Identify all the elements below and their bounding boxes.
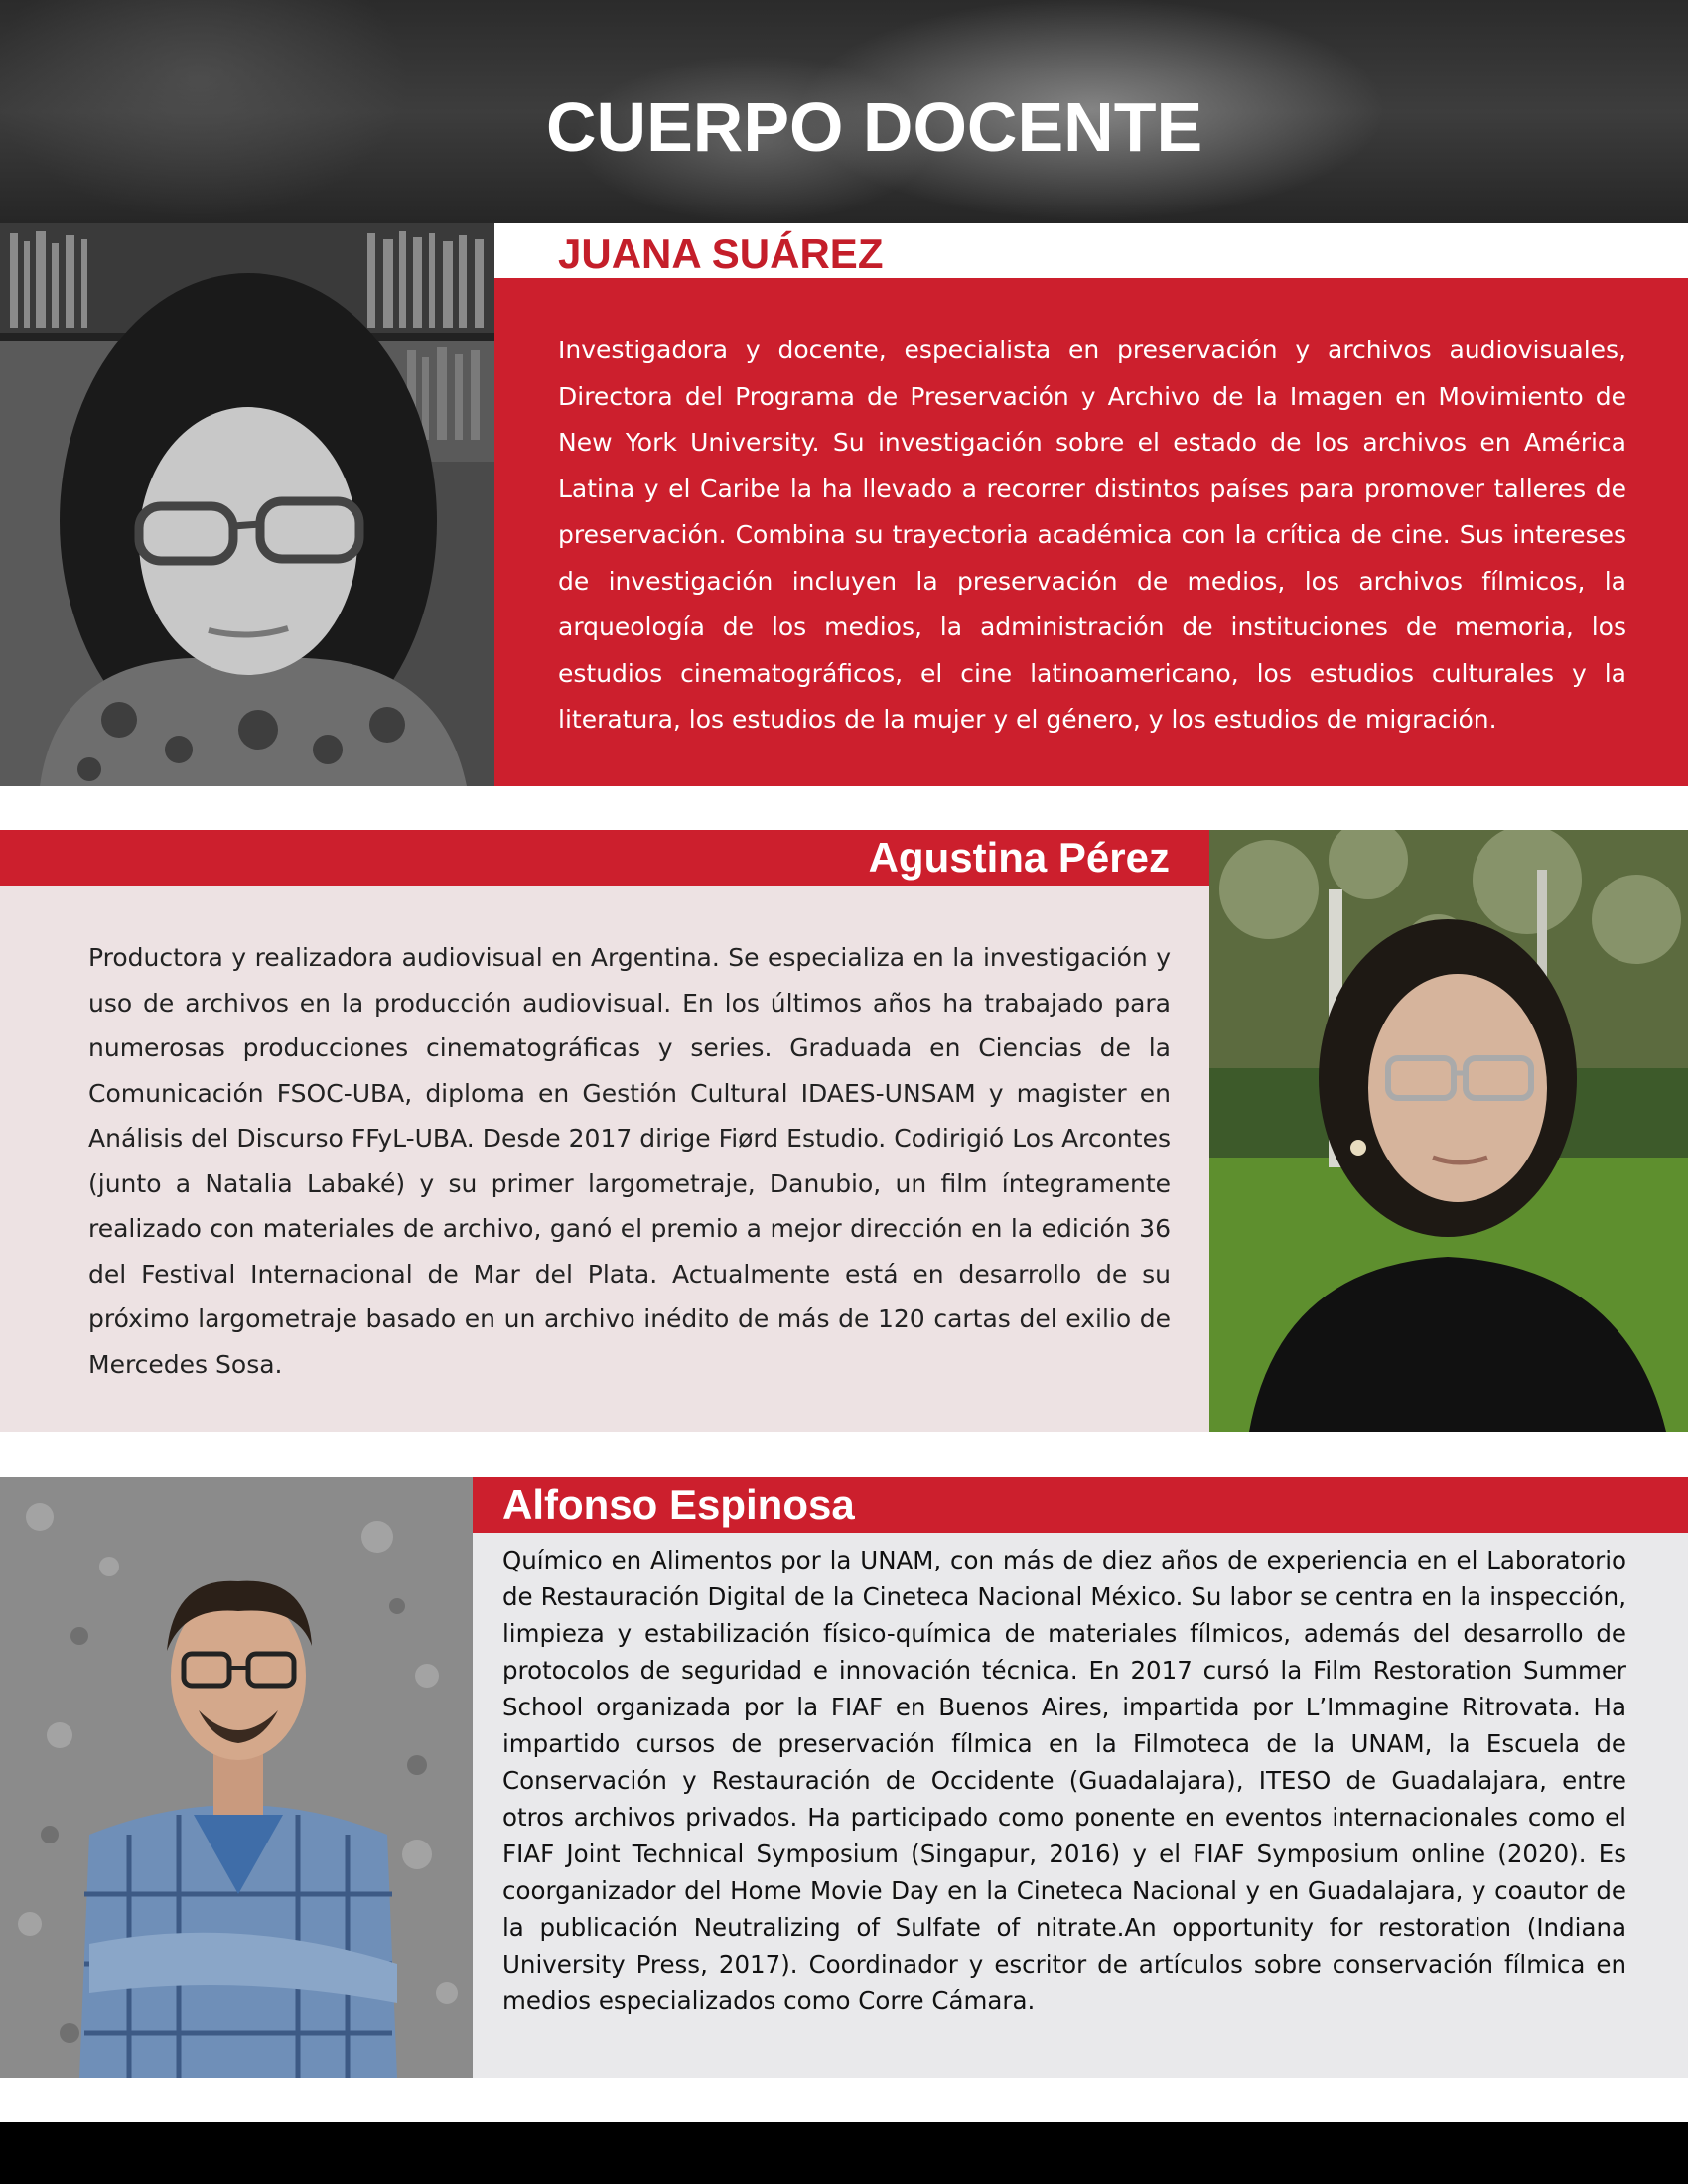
- agustina-perez-name-bar: [0, 830, 1209, 886]
- alfonso-espinosa-name: Alfonso Espinosa: [502, 1481, 855, 1528]
- alfonso-espinosa-photo: [0, 1477, 473, 2078]
- juana-suarez-bio: Investigadora y docente, especialista en preservación y archivos audiovisuales, Directora del Programa de Preservación y Archivo de la Imagen en Movimiento de New York University. Su investigación sobre el estado de los archivos en América Latina y el Caribe la ha llevado a recorrer distintos países para promover talleres de preservación. Combina su trayectoria académica con la crítica de cine. Sus intereses de investigación incluyen la preservación de medios, los archivos fílmicos, la arqueología de los medios, la administración de instituciones de memoria, los estudios cinematográficos, el cine latinoamericano, los estudios culturales y la literatura, los estudios de la mujer y el género, y los estudios de migración.: [558, 336, 1626, 734]
- agustina-perez-photo: [1209, 830, 1688, 1432]
- agustina-perez-bio: Productora y realizadora audiovisual en Argentina. Se especializa en la investigación y uso de archivos en la producción audiovisual. En los últimos años ha trabajado para numerosas producciones cinematográficas y series. Graduada en Ciencias de la Comunicación FSOC-UBA, diploma en Gestión Cultural IDAES-UNSAM y magister en Análisis del Discurso FFyL-UBA. Desde 2017 dirige Fiørd Estudio. Codirigió Los Arcontes (junto a Natalia Labaké) y su primer largometraje, Danubio, un film íntegramente realizado con materiales de archivo, ganó el premio a mejor dirección en la edición 36 del Festival Internacional de Mar del Plata. Actualmente está en desarrollo de su próximo largometraje basado en un archivo inédito de más de 120 cartas del exilio de Mercedes Sosa.: [88, 943, 1171, 1379]
- footer-bar: [0, 2122, 1688, 2184]
- alfonso-espinosa-bio: Químico en Alimentos por la UNAM, con más de diez años de experiencia en el Laboratorio de Restauración Digital de la Cineteca Nacional México. Su labor se centra en la inspección, limpieza y estabilización físico-química de materiales fílmicos, además del desarrollo de protocolos de seguridad e innovación técnica. En 2017 cursó la Film Restoration Summer School organizada por la FIAF en Buenos Aires, impartida por L’Immagine Ritrovata. Ha impartido cursos de preservación fílmica en la Filmoteca de la UNAM, la Escuela de Conservación y Restauración de Occidente (Guadalajara), ITESO de Guadalajara, entre otros archivos privados. Ha participado como ponente en eventos internacionales como el FIAF Joint Technical Symposium (Singapur, 2016) y el FIAF Symposium online (2020). Es coorganizador del Home Movie Day en la Cineteca Nacional y en Guadalajara, y coautor de la publicación Neutralizing of Sulfate of nitrate.An opportunity for restoration (Indiana University Press, 2017). Coordinador y escritor de artículos sobre conservación fílmica en medios especializados como Corre Cámara.: [502, 1546, 1626, 2015]
- alfonso-espinosa-name-bar: [473, 1477, 1688, 1533]
- juana-suarez-name: JUANA SUÁREZ: [558, 230, 884, 277]
- juana-suarez-photo: [0, 223, 494, 786]
- page-title: CUERPO DOCENTE: [546, 88, 1203, 166]
- header-banner: [0, 0, 1688, 223]
- agustina-perez-name: Agustina Pérez: [868, 834, 1170, 881]
